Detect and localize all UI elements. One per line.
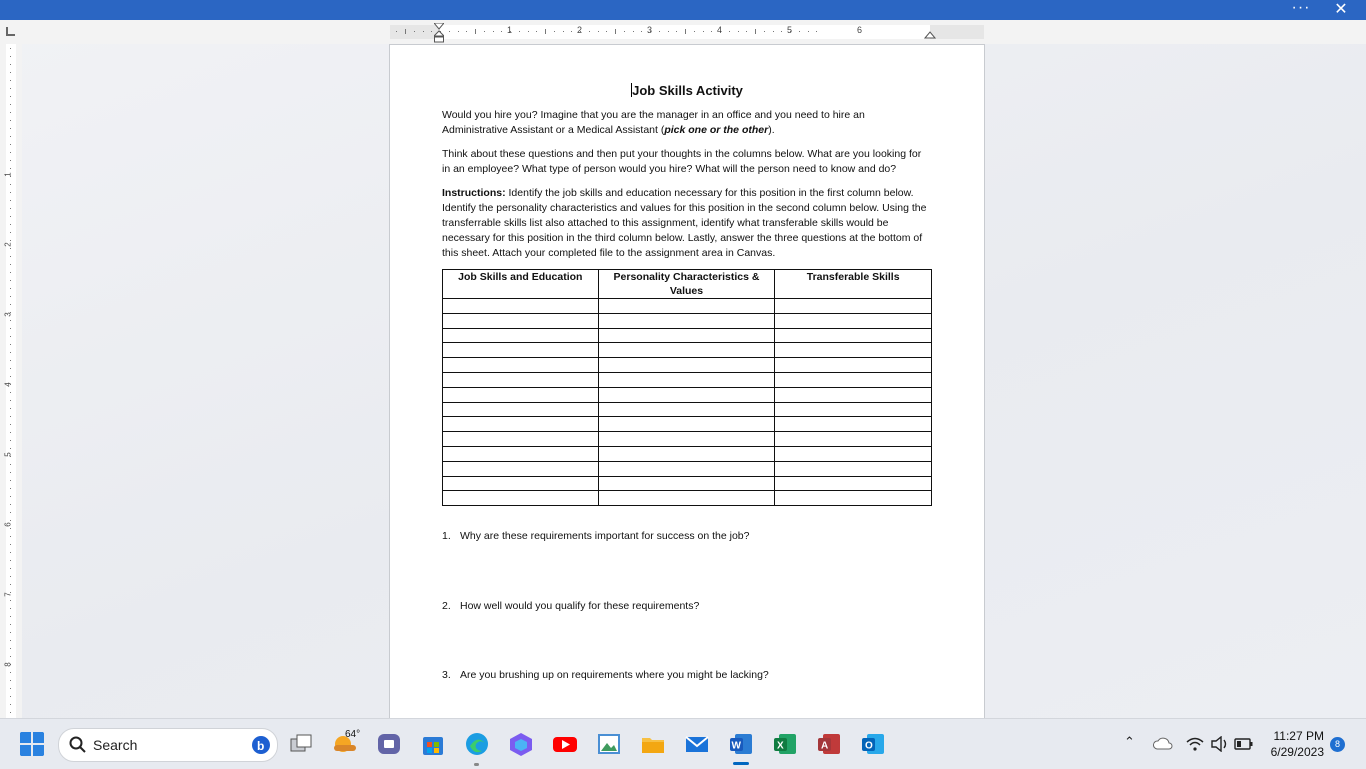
table-cell[interactable] (443, 446, 599, 461)
vertical-ruler-number: 6 (3, 522, 13, 527)
svg-text:b: b (257, 739, 265, 753)
vertical-ruler-tick (10, 168, 11, 169)
microsoft-store-icon[interactable] (420, 731, 446, 757)
table-cell[interactable] (775, 432, 932, 447)
ruler-tick (773, 31, 774, 32)
vertical-ruler-number: 7 (3, 592, 13, 597)
vertical-ruler-tick (10, 464, 11, 465)
ruler-tick (501, 31, 502, 32)
vertical-ruler-tick (10, 72, 11, 73)
show-hidden-icons-icon[interactable]: ⌃ (1124, 734, 1135, 749)
onedrive-icon[interactable] (1153, 737, 1173, 751)
table-cell[interactable] (775, 446, 932, 461)
vertical-ruler-tick (10, 480, 11, 481)
table-cell[interactable] (598, 387, 775, 402)
more-options-icon[interactable]: ··· (1291, 0, 1311, 16)
vertical-ruler-tick (10, 296, 11, 297)
document-page[interactable] (390, 45, 984, 718)
instructions-paragraph[interactable]: Instructions: Identify the job skills and education necessary for this position in the first column below. Identify the personality characteristics and values for this position in the second column below. Using the transferrable skills list also attached to this assignment, identify what transferable skills would be necessary for this position in the third column below. Lastly, answer the three questions at the bottom of this sheet. Attach your completed file to the assignment area in Canvas. (442, 187, 927, 259)
vertical-ruler-tick (10, 248, 11, 249)
table-cell[interactable] (598, 299, 775, 314)
table-cell[interactable] (598, 446, 775, 461)
window-titlebar (0, 0, 1366, 20)
vertical-ruler-tick (10, 424, 11, 425)
vertical-ruler-tick (10, 680, 11, 681)
table-row[interactable] (443, 299, 932, 314)
table-row[interactable] (443, 446, 932, 461)
vertical-ruler-tick (10, 344, 11, 345)
vertical-ruler-tick (10, 304, 11, 305)
table-header-personality[interactable]: Personality Characteristics & Values (598, 270, 775, 299)
vertical-ruler[interactable] (0, 44, 22, 718)
table-cell[interactable] (598, 432, 775, 447)
ruler-tick (396, 31, 397, 32)
vertical-ruler-tick (10, 600, 11, 601)
table-cell[interactable] (775, 372, 932, 387)
ruler-number: 1 (507, 25, 513, 35)
vertical-ruler-tick (10, 656, 11, 657)
vertical-ruler-tick (10, 232, 11, 233)
ruler-tick (414, 31, 415, 32)
vertical-ruler-tick (10, 632, 11, 633)
table-row[interactable] (443, 432, 932, 447)
ruler-tick (589, 31, 590, 32)
table-cell[interactable] (775, 491, 932, 506)
word-active-indicator (733, 762, 749, 765)
ruler-tick (659, 31, 660, 32)
vertical-ruler-tick (10, 688, 11, 689)
vertical-ruler-tick (10, 136, 11, 137)
table-row[interactable] (443, 476, 932, 491)
vertical-ruler-tick (10, 80, 11, 81)
table-cell[interactable] (598, 313, 775, 328)
ruler-tick (738, 31, 739, 32)
ruler-tick (431, 31, 432, 32)
ruler-tick (615, 29, 616, 34)
vertical-ruler-tick (10, 352, 11, 353)
table-cell[interactable] (598, 343, 775, 358)
bing-icon[interactable] (251, 735, 271, 755)
ruler-tick (493, 31, 494, 32)
ruler-number: 4 (717, 25, 723, 35)
document-workspace (0, 20, 1366, 718)
table-cell[interactable] (775, 299, 932, 314)
vertical-ruler-tick (10, 520, 11, 521)
horizontal-ruler[interactable] (0, 20, 1366, 44)
vertical-ruler-tick (10, 544, 11, 545)
ruler-tick (641, 31, 642, 32)
vertical-ruler-tick (10, 504, 11, 505)
vertical-ruler-number: 1 (3, 172, 13, 177)
question-3[interactable]: 3. Are you brushing up on requirements where you might be lacking? (442, 669, 769, 681)
table-row[interactable] (443, 461, 932, 476)
table-row[interactable] (443, 372, 932, 387)
ruler-tick (458, 31, 459, 32)
table-cell[interactable] (443, 358, 599, 373)
vertical-ruler-tick (10, 376, 11, 377)
task-view-icon[interactable] (288, 731, 314, 757)
table-body[interactable] (443, 299, 932, 506)
windows-start-icon[interactable] (19, 731, 45, 757)
ruler-tick (816, 31, 817, 32)
ruler-tick (528, 31, 529, 32)
vertical-ruler-tick (10, 112, 11, 113)
svg-text:A: A (821, 740, 829, 752)
vertical-ruler-tick (10, 96, 11, 97)
word-icon[interactable] (728, 731, 754, 757)
vertical-ruler-tick (10, 160, 11, 161)
vertical-ruler-tick (10, 528, 11, 529)
table-row[interactable] (443, 313, 932, 328)
edge-icon[interactable] (464, 731, 490, 757)
vertical-ruler-tick (10, 200, 11, 201)
ruler-tick (598, 31, 599, 32)
search-label: Search (93, 737, 138, 753)
vertical-ruler-tick (10, 336, 11, 337)
mail-icon[interactable] (684, 731, 710, 757)
vertical-ruler-tick (10, 616, 11, 617)
vertical-ruler-tick (10, 48, 11, 49)
edge-running-indicator (474, 763, 479, 766)
ruler-track (390, 25, 984, 39)
taskbar (0, 718, 1366, 769)
ruler-tick (799, 31, 800, 32)
table-cell[interactable] (775, 328, 932, 343)
ruler-tick (676, 31, 677, 32)
table-cell[interactable] (598, 491, 775, 506)
vertical-ruler-tick (10, 104, 11, 105)
table-cell[interactable] (598, 417, 775, 432)
system-clock[interactable] (1262, 728, 1324, 760)
table-cell[interactable] (775, 387, 932, 402)
battery-icon[interactable] (1234, 737, 1254, 751)
table-row[interactable] (443, 343, 932, 358)
ruler-tick (703, 31, 704, 32)
ruler-tick (405, 29, 406, 34)
table-cell[interactable] (443, 432, 599, 447)
vertical-ruler-tick (10, 472, 11, 473)
table-cell[interactable] (598, 372, 775, 387)
ruler-number: 3 (647, 25, 653, 35)
vertical-ruler-number: 8 (3, 662, 13, 667)
document-title[interactable]: Job Skills Activity (632, 83, 743, 98)
youtube-icon[interactable] (552, 731, 578, 757)
access-icon[interactable] (816, 731, 842, 757)
table-cell[interactable] (443, 328, 599, 343)
vertical-ruler-tick (10, 256, 11, 257)
vertical-ruler-tick (10, 408, 11, 409)
vertical-ruler-tick (10, 416, 11, 417)
ruler-number: 5 (787, 25, 793, 35)
table-cell[interactable] (443, 402, 599, 417)
vertical-ruler-tick (10, 120, 11, 121)
svg-text:X: X (777, 740, 784, 752)
vertical-ruler-tick (10, 712, 11, 713)
vertical-ruler-tick (10, 88, 11, 89)
table-row[interactable] (443, 328, 932, 343)
vertical-ruler-tick (10, 440, 11, 441)
vertical-ruler-tick (10, 672, 11, 673)
ruler-tick (475, 29, 476, 34)
vertical-ruler-tick (10, 392, 11, 393)
table-cell[interactable] (775, 417, 932, 432)
ruler-tick (729, 31, 730, 32)
vertical-ruler-tick (10, 128, 11, 129)
ruler-tick (633, 31, 634, 32)
vertical-ruler-tick (10, 576, 11, 577)
vertical-ruler-tick (10, 552, 11, 553)
indent-marker-icon[interactable] (434, 23, 444, 43)
question-2[interactable]: 2. How well would you qualify for these requirements? (442, 600, 700, 612)
ruler-right-margin (930, 25, 984, 39)
search-box[interactable] (58, 728, 278, 762)
table-row[interactable] (443, 417, 932, 432)
vertical-ruler-tick (10, 360, 11, 361)
table-header-job-skills[interactable]: Job Skills and Education (443, 270, 599, 299)
vertical-ruler-tick (10, 624, 11, 625)
vertical-ruler-tick (10, 584, 11, 585)
vertical-ruler-tick (10, 56, 11, 57)
table-cell[interactable] (775, 313, 932, 328)
vertical-ruler-tick (10, 144, 11, 145)
ruler-tick (519, 31, 520, 32)
vertical-ruler-number: 2 (3, 242, 13, 247)
ruler-tick (746, 31, 747, 32)
ruler-tick (711, 31, 712, 32)
table-cell[interactable] (443, 372, 599, 387)
notification-badge[interactable]: 8 (1330, 737, 1345, 752)
svg-text:W: W (731, 740, 741, 752)
table-row[interactable] (443, 387, 932, 402)
question-1[interactable]: 1. Why are these requirements important for success on the job? (442, 530, 750, 542)
photos-icon[interactable] (596, 731, 622, 757)
ruler-number: 6 (857, 25, 863, 35)
ruler-tick (808, 31, 809, 32)
clock-date: 6/29/2023 (1270, 745, 1324, 759)
svg-text:O: O (865, 740, 873, 752)
vertical-ruler-tick (10, 152, 11, 153)
vertical-ruler-tick (10, 192, 11, 193)
ruler-tick (755, 29, 756, 34)
vertical-ruler-tick (10, 288, 11, 289)
table-cell[interactable] (598, 476, 775, 491)
weather-temperature: 64° (345, 729, 361, 740)
clock-time: 11:27 PM (1273, 729, 1324, 743)
questions-paragraph[interactable]: Think about these questions and then put your thoughts in the columns below. What are you looking for in an employee? What type of person would you hire? What will the person need to know and do? (442, 148, 922, 175)
teams-icon[interactable] (376, 731, 402, 757)
vertical-ruler-tick (10, 328, 11, 329)
vertical-ruler-tick (10, 696, 11, 697)
search-icon (69, 736, 87, 754)
table-header-transferable[interactable]: Transferable Skills (775, 270, 932, 299)
table-cell[interactable] (443, 387, 599, 402)
table-cell[interactable] (775, 461, 932, 476)
vertical-ruler-tick (10, 400, 11, 401)
vertical-ruler-tick (10, 64, 11, 65)
table-cell[interactable] (775, 358, 932, 373)
wifi-icon[interactable] (1186, 736, 1204, 752)
vertical-ruler-tick (10, 432, 11, 433)
ruler-tick (536, 31, 537, 32)
table-row[interactable] (443, 358, 932, 373)
ruler-tick (466, 31, 467, 32)
vertical-ruler-tick (10, 320, 11, 321)
vertical-ruler-tick (10, 184, 11, 185)
skills-table[interactable] (442, 269, 932, 506)
vertical-ruler-tick (10, 272, 11, 273)
excel-icon[interactable] (772, 731, 798, 757)
table-cell[interactable] (443, 461, 599, 476)
ruler-tick (571, 31, 572, 32)
vertical-ruler-number: 4 (3, 382, 13, 387)
ruler-number: 2 (577, 25, 583, 35)
ruler-tick (449, 31, 450, 32)
vertical-ruler-number: 5 (3, 452, 13, 457)
vertical-ruler-tick (10, 704, 11, 705)
table-row[interactable] (443, 491, 932, 506)
ruler-tick (764, 31, 765, 32)
vertical-ruler-tick (10, 368, 11, 369)
vertical-ruler-tick (10, 240, 11, 241)
table-cell[interactable] (598, 328, 775, 343)
vertical-ruler-tick (10, 224, 11, 225)
ruler-left-margin (390, 25, 440, 39)
vertical-ruler-tick (10, 608, 11, 609)
ruler-tick (606, 31, 607, 32)
intro-paragraph[interactable]: Would you hire you? Imagine that you are the manager in an office and you need to hire an Administrative Assistant or a Medical Assistant (pick one or the other). (442, 109, 865, 136)
close-window-button[interactable]: ✕ (1334, 1, 1348, 18)
volume-icon[interactable] (1210, 736, 1230, 752)
table-cell[interactable] (775, 343, 932, 358)
ruler-tick (545, 29, 546, 34)
ruler-tick (563, 31, 564, 32)
vertical-ruler-tick (10, 448, 11, 449)
table-cell[interactable] (443, 343, 599, 358)
vertical-ruler-tick (10, 496, 11, 497)
vertical-ruler-tick (10, 512, 11, 513)
ruler-tick (685, 29, 686, 34)
table-cell[interactable] (775, 402, 932, 417)
ruler-tick (694, 31, 695, 32)
vertical-ruler-tick (10, 640, 11, 641)
vertical-ruler-tick (10, 216, 11, 217)
table-cell[interactable] (443, 476, 599, 491)
vertical-ruler-tick (10, 560, 11, 561)
vertical-ruler-tick (10, 648, 11, 649)
table-cell[interactable] (443, 417, 599, 432)
vertical-ruler-tick (10, 208, 11, 209)
vertical-ruler-tick (10, 264, 11, 265)
file-explorer-icon[interactable] (640, 731, 666, 757)
table-cell[interactable] (443, 299, 599, 314)
vertical-ruler-tick (10, 536, 11, 537)
table-cell[interactable] (598, 358, 775, 373)
ruler-tick (624, 31, 625, 32)
table-cell[interactable] (598, 461, 775, 476)
copilot-icon[interactable] (508, 731, 534, 757)
table-cell[interactable] (443, 313, 599, 328)
outlook-icon[interactable] (860, 731, 886, 757)
table-cell[interactable] (775, 476, 932, 491)
ruler-tick (554, 31, 555, 32)
vertical-ruler-tick (10, 488, 11, 489)
vertical-ruler-tick (10, 280, 11, 281)
ruler-tick (781, 31, 782, 32)
ruler-tick (484, 31, 485, 32)
vertical-ruler-number: 3 (3, 312, 13, 317)
tab-selector-icon[interactable] (6, 27, 15, 36)
right-indent-marker-icon[interactable] (924, 29, 936, 39)
table-row[interactable] (443, 402, 932, 417)
table-cell[interactable] (443, 491, 599, 506)
vertical-ruler-tick (10, 568, 11, 569)
ruler-tick (668, 31, 669, 32)
ruler-tick (423, 31, 424, 32)
table-cell[interactable] (598, 402, 775, 417)
vertical-ruler-track (3, 44, 16, 718)
